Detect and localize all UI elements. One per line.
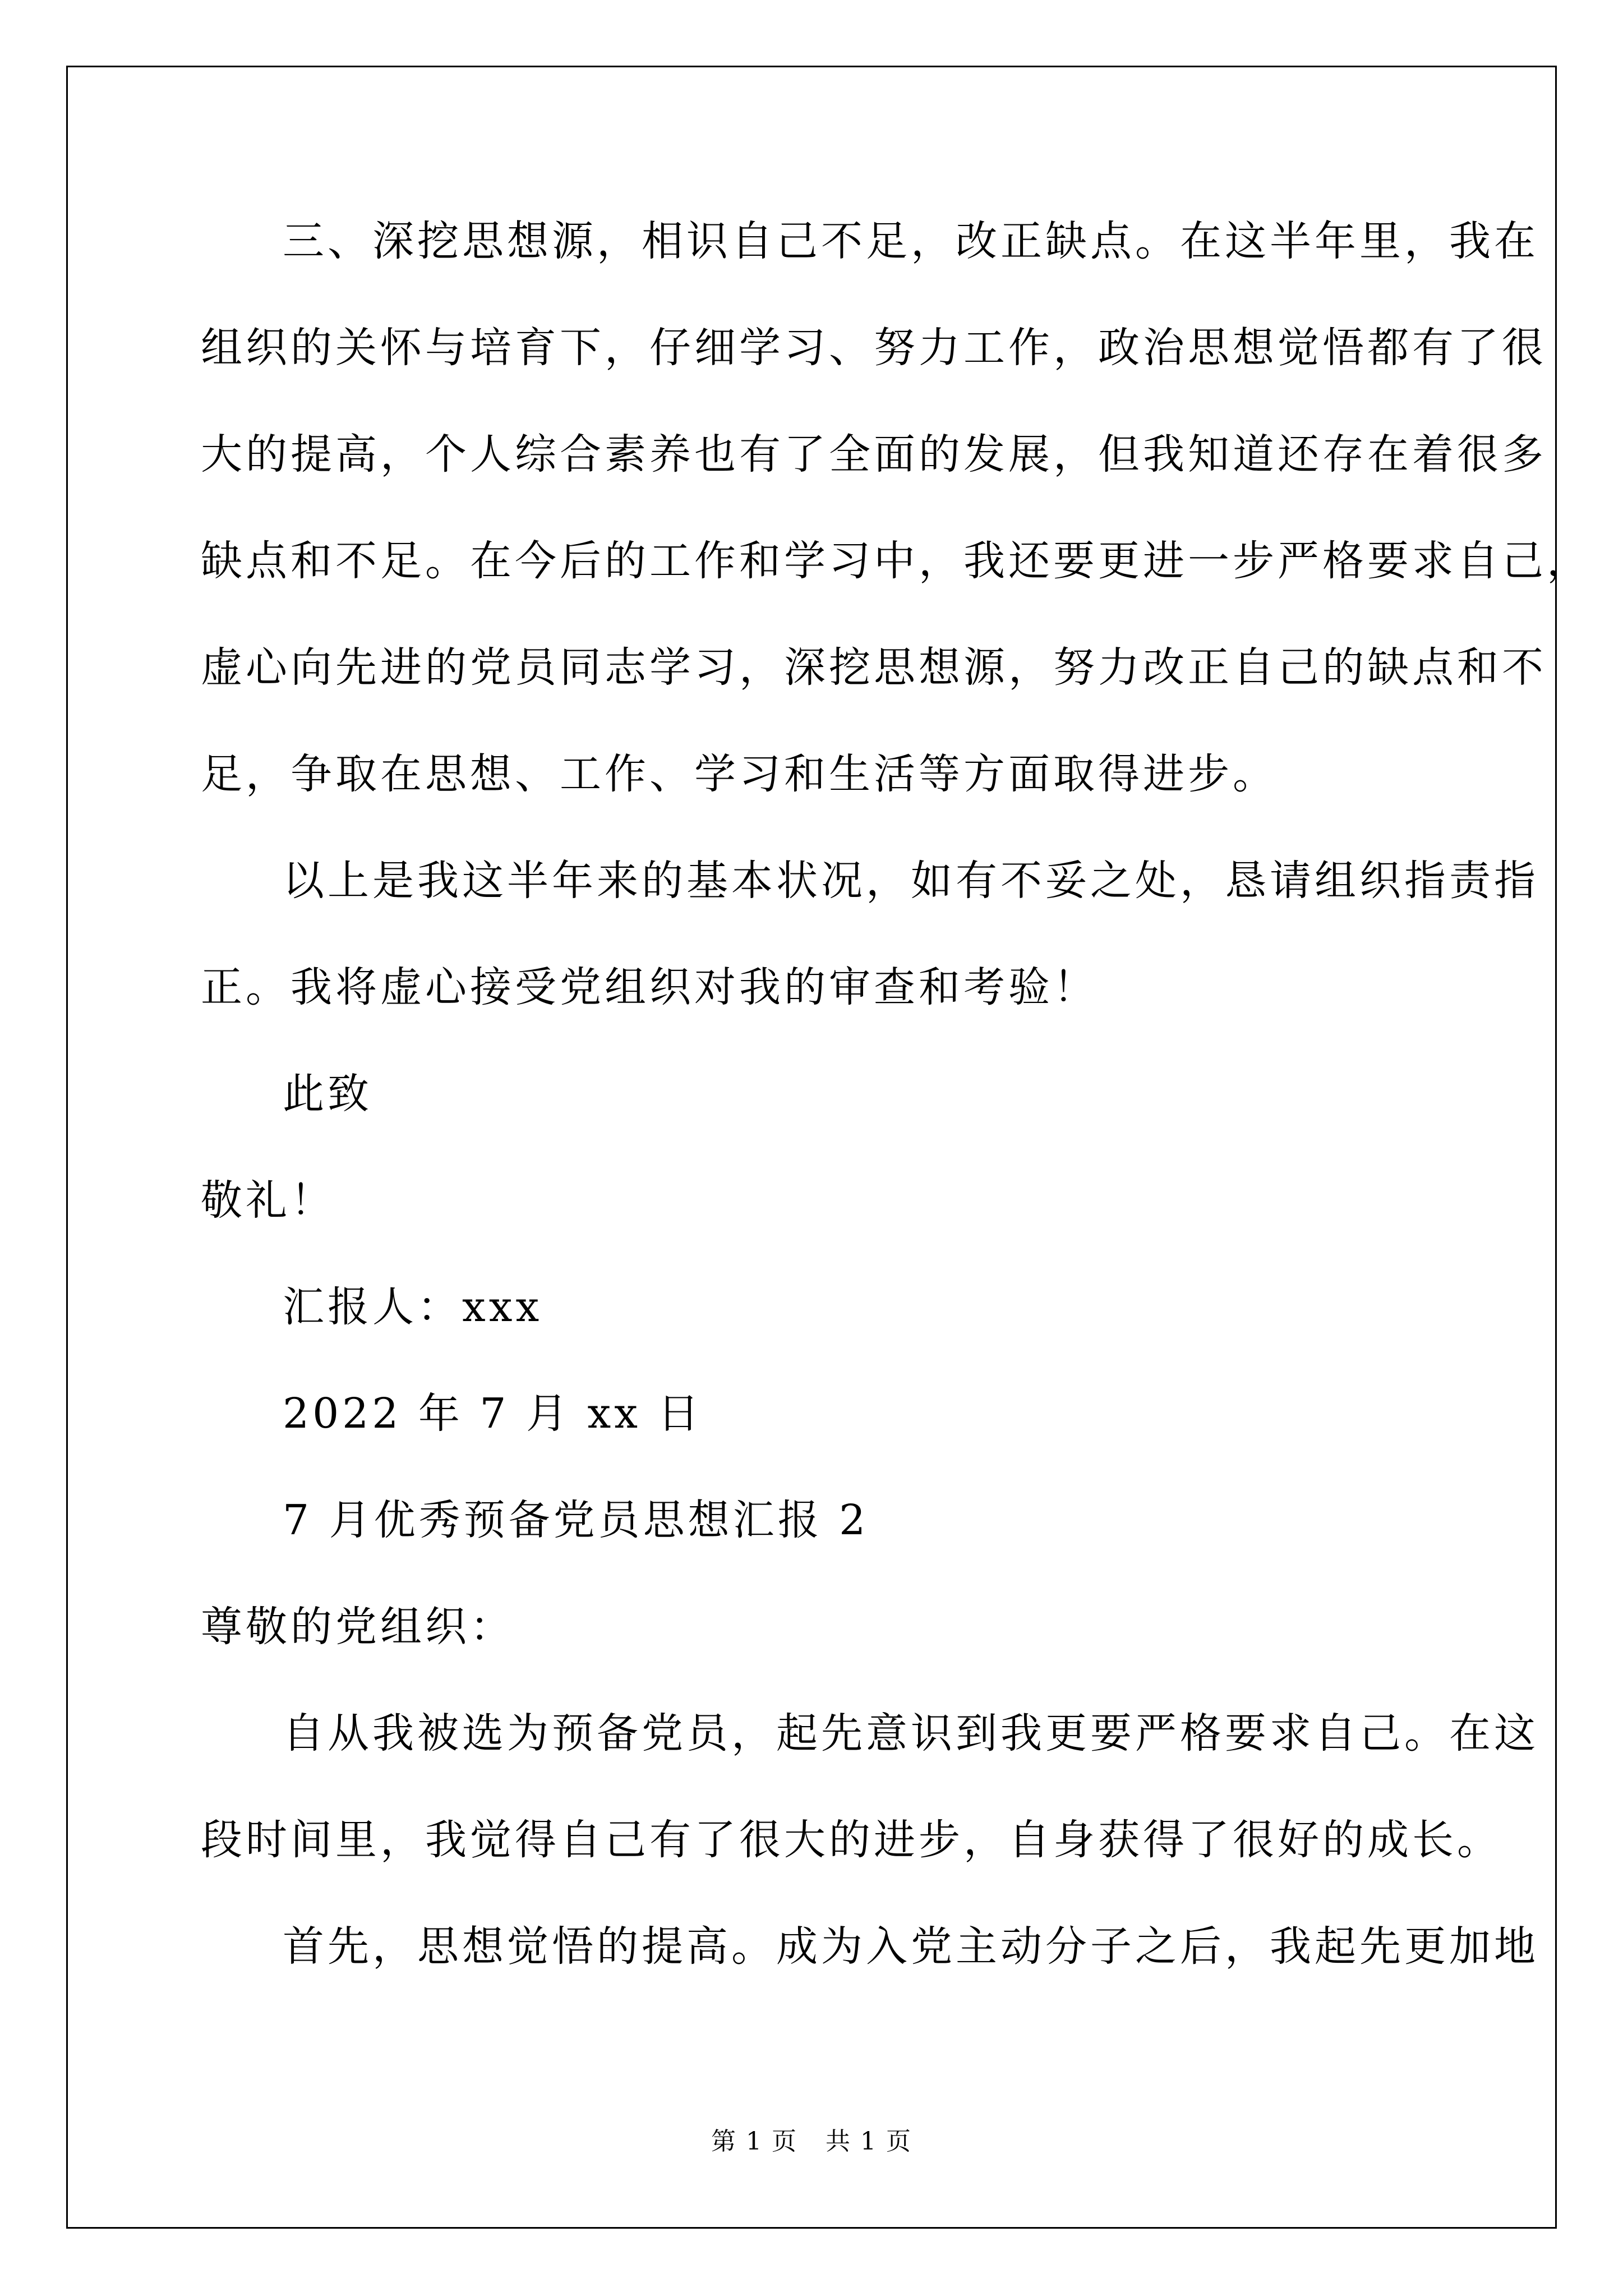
paragraph-line: 缺点和不足。在今后的工作和学习中，我还要更进一步严格要求自己， (201, 537, 1592, 585)
paragraph-line: 组织的关怀与培育下，仔细学习、努力工作，政治思想觉悟都有了很 (201, 324, 1547, 372)
closing-phrase: 此致 (283, 1070, 372, 1118)
page-number: 第 1 页 (711, 2127, 797, 2156)
report-date: 2022 年 7 月 xx 日 (283, 1389, 703, 1438)
paragraph-line: 以上是我这半年来的基本状况，如有不妥之处，恳请组织指责指 (283, 857, 1539, 905)
closing-salute: 敬礼！ (201, 1176, 335, 1225)
paragraph-line: 大的提高，个人综合素养也有了全面的发展，但我知道还存在着很多 (201, 430, 1547, 478)
paragraph-line: 首先，思想觉悟的提高。成为入党主动分子之后，我起先更加地 (283, 1922, 1539, 1971)
paragraph-line: 正。我将虚心接受党组织对我的审查和考验！ (201, 963, 1098, 1011)
paragraph-line: 三、深挖思想源，相识自己不足，改正缺点。在这半年里，我在 (283, 217, 1539, 265)
salutation: 尊敬的党组织： (201, 1603, 515, 1651)
paragraph-line: 足，争取在思想、工作、学习和生活等方面取得进步。 (201, 750, 1278, 798)
page-total: 共 1 页 (826, 2127, 912, 2156)
paragraph-line: 段时间里，我觉得自己有了很大的进步，自身获得了很好的成长。 (201, 1816, 1502, 1864)
page-border (66, 66, 1557, 2229)
reporter-name: 汇报人：xxx (283, 1283, 543, 1331)
paragraph-line: 虚心向先进的党员同志学习，深挖思想源，努力改正自己的缺点和不 (201, 643, 1547, 692)
paragraph-line: 自从我被选为预备党员，起先意识到我更要严格要求自己。在这 (283, 1709, 1539, 1757)
page-footer (0, 2125, 1623, 2159)
section-title: 7 月优秀预备党员思想汇报 2 (283, 1496, 869, 1544)
